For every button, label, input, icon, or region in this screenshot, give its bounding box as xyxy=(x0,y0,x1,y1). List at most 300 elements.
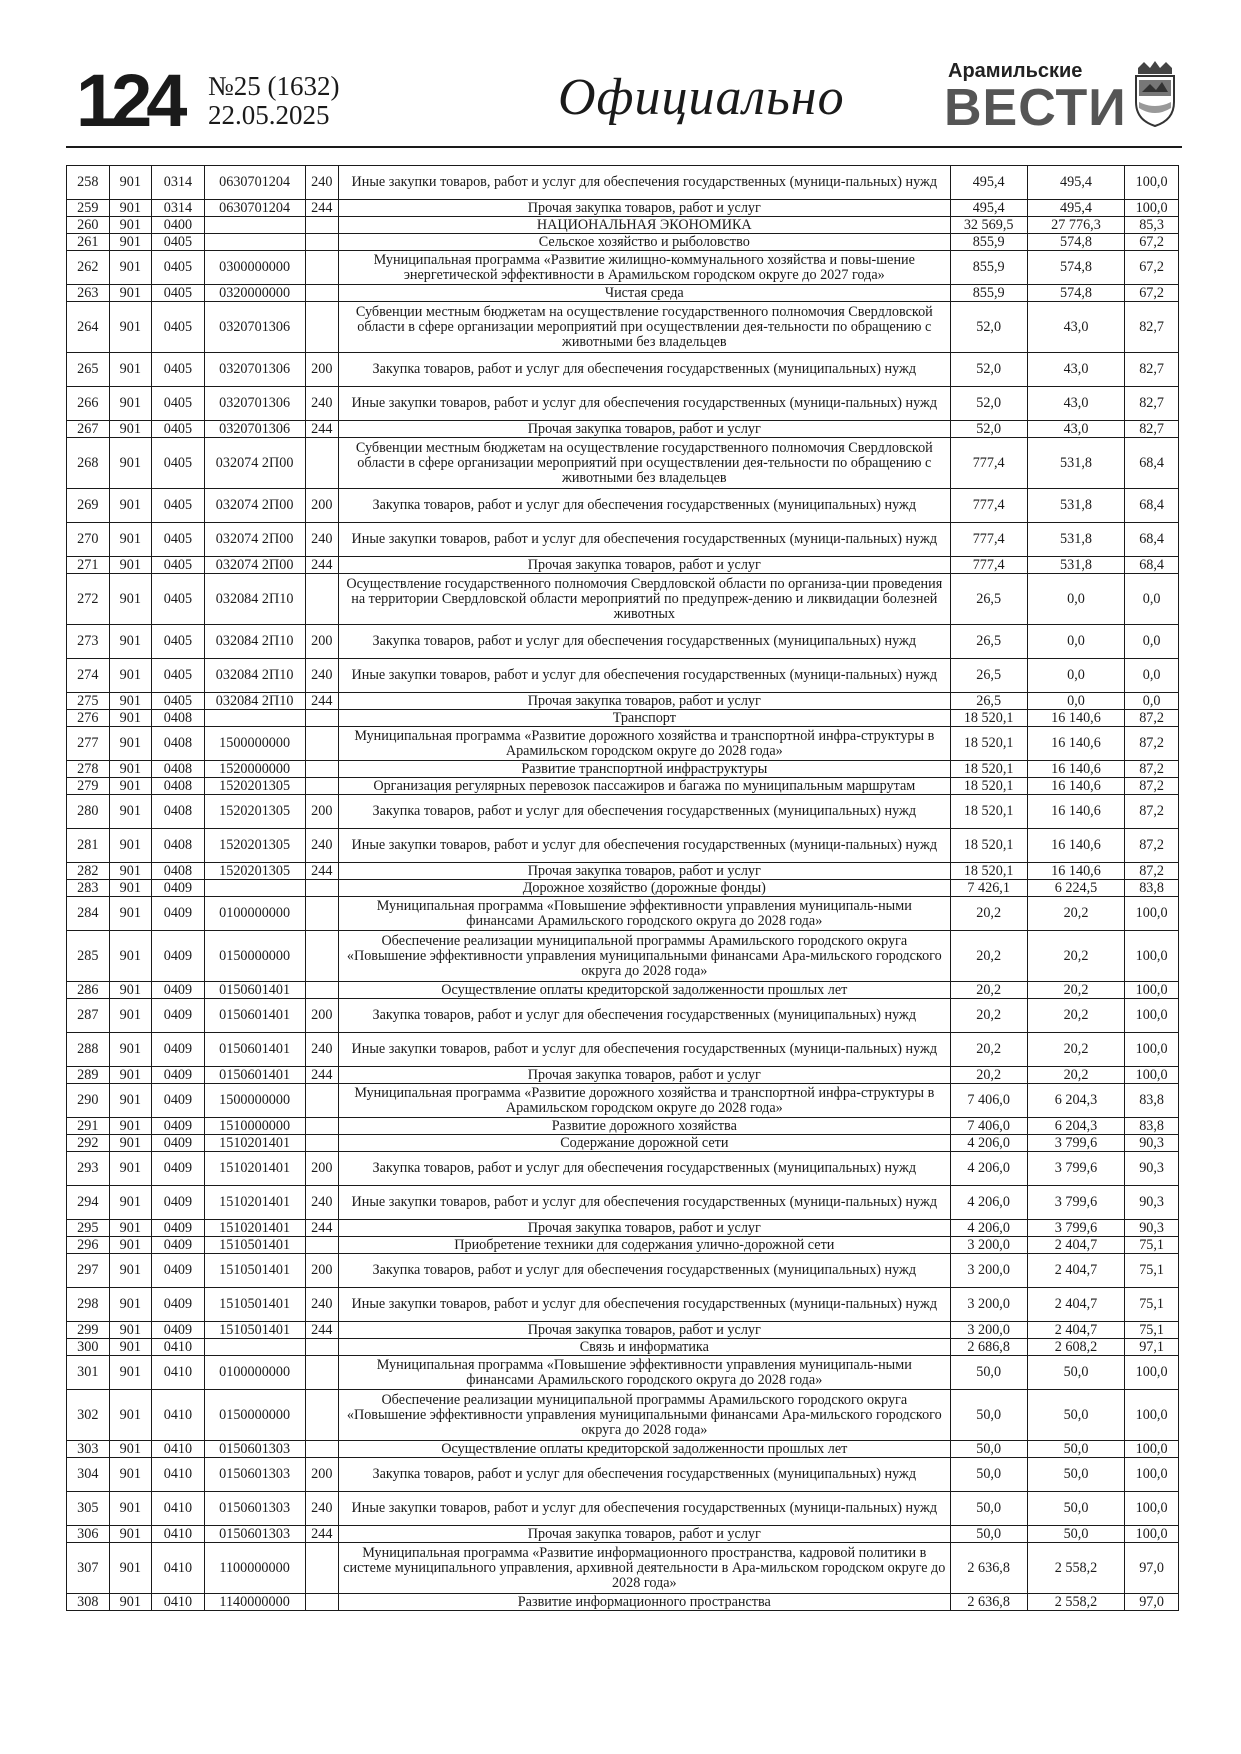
cell-name: Закупка товаров, работ и услуг для обеспечения государственных (муниципальных) нужд xyxy=(339,795,950,829)
cell-name: Муниципальная программа «Повышение эффективности управления муниципаль-ными финансами Арамильского городского округа до 2028 года» xyxy=(339,897,950,931)
cell-exp_type xyxy=(305,1084,339,1118)
cell-num: 262 xyxy=(67,251,110,285)
cell-percent: 97,0 xyxy=(1125,1543,1179,1594)
cell-actual: 50,0 xyxy=(1027,1441,1124,1458)
cell-percent: 68,4 xyxy=(1125,489,1179,523)
table-row xyxy=(67,1118,1179,1135)
cell-num: 302 xyxy=(67,1390,110,1441)
cell-percent: 97,1 xyxy=(1125,1339,1179,1356)
cell-target: 0150601303 xyxy=(204,1441,305,1458)
cell-percent: 68,4 xyxy=(1125,438,1179,489)
cell-section: 0408 xyxy=(152,829,205,863)
cell-plan: 26,5 xyxy=(950,574,1027,625)
cell-target: 1520201305 xyxy=(204,829,305,863)
cell-num: 283 xyxy=(67,880,110,897)
cell-target: 1520201305 xyxy=(204,778,305,795)
cell-percent: 87,2 xyxy=(1125,863,1179,880)
cell-section: 0405 xyxy=(152,251,205,285)
cell-num: 278 xyxy=(67,761,110,778)
cell-plan: 3 200,0 xyxy=(950,1254,1027,1288)
cell-name: Закупка товаров, работ и услуг для обеспечения государственных (муниципальных) нужд xyxy=(339,489,950,523)
cell-exp_type: 240 xyxy=(305,1492,339,1526)
cell-plan: 4 206,0 xyxy=(950,1135,1027,1152)
cell-org: 901 xyxy=(109,1594,152,1611)
cell-exp_type: 240 xyxy=(305,829,339,863)
budget-table-container xyxy=(66,165,1179,1611)
cell-org: 901 xyxy=(109,1220,152,1237)
cell-actual: 3 799,6 xyxy=(1027,1152,1124,1186)
cell-target: 0100000000 xyxy=(204,897,305,931)
cell-exp_type xyxy=(305,897,339,931)
cell-percent: 100,0 xyxy=(1125,1441,1179,1458)
table-row xyxy=(67,1152,1179,1186)
cell-name: Муниципальная программа «Развитие информационного пространства, кадровой политики в системе муниципального управления, архивной деятельности в Ара-мильском городском округе до 2028 года» xyxy=(339,1543,950,1594)
cell-percent: 100,0 xyxy=(1125,1458,1179,1492)
cell-exp_type: 244 xyxy=(305,1526,339,1543)
cell-num: 258 xyxy=(67,166,110,200)
table-row xyxy=(67,523,1179,557)
table-row xyxy=(67,710,1179,727)
cell-num: 295 xyxy=(67,1220,110,1237)
cell-target: 0320701306 xyxy=(204,302,305,353)
cell-exp_type: 244 xyxy=(305,421,339,438)
cell-percent: 90,3 xyxy=(1125,1135,1179,1152)
cell-num: 285 xyxy=(67,931,110,982)
cell-org: 901 xyxy=(109,1118,152,1135)
cell-target: 032084 2П10 xyxy=(204,693,305,710)
cell-actual: 20,2 xyxy=(1027,1067,1124,1084)
cell-num: 288 xyxy=(67,1033,110,1067)
cell-percent: 67,2 xyxy=(1125,285,1179,302)
cell-org: 901 xyxy=(109,234,152,251)
cell-num: 293 xyxy=(67,1152,110,1186)
cell-section: 0409 xyxy=(152,1135,205,1152)
cell-target: 1500000000 xyxy=(204,727,305,761)
issue-info xyxy=(208,72,340,130)
cell-percent: 87,2 xyxy=(1125,795,1179,829)
cell-num: 263 xyxy=(67,285,110,302)
cell-actual: 43,0 xyxy=(1027,302,1124,353)
cell-target: 0320701306 xyxy=(204,421,305,438)
cell-target: 032084 2П10 xyxy=(204,625,305,659)
cell-org: 901 xyxy=(109,761,152,778)
cell-org: 901 xyxy=(109,1356,152,1390)
cell-num: 270 xyxy=(67,523,110,557)
cell-actual: 531,8 xyxy=(1027,523,1124,557)
cell-actual: 43,0 xyxy=(1027,353,1124,387)
cell-percent: 87,2 xyxy=(1125,829,1179,863)
cell-actual: 531,8 xyxy=(1027,557,1124,574)
cell-percent: 0,0 xyxy=(1125,693,1179,710)
cell-percent: 100,0 xyxy=(1125,999,1179,1033)
cell-target: 0320701306 xyxy=(204,353,305,387)
cell-name: Иные закупки товаров, работ и услуг для обеспечения государственных (муници-пальных) нужд xyxy=(339,1288,950,1322)
cell-section: 0410 xyxy=(152,1339,205,1356)
cell-exp_type xyxy=(305,438,339,489)
cell-target: 032074 2П00 xyxy=(204,557,305,574)
cell-exp_type: 240 xyxy=(305,659,339,693)
cell-actual: 2 558,2 xyxy=(1027,1594,1124,1611)
cell-actual: 0,0 xyxy=(1027,574,1124,625)
cell-exp_type: 244 xyxy=(305,693,339,710)
cell-exp_type xyxy=(305,1135,339,1152)
cell-name: Прочая закупка товаров, работ и услуг xyxy=(339,863,950,880)
cell-actual: 3 799,6 xyxy=(1027,1220,1124,1237)
cell-percent: 100,0 xyxy=(1125,897,1179,931)
cell-percent: 68,4 xyxy=(1125,557,1179,574)
cell-section: 0409 xyxy=(152,1067,205,1084)
table-row xyxy=(67,1441,1179,1458)
cell-name: Прочая закупка товаров, работ и услуг xyxy=(339,1067,950,1084)
cell-target: 0150601401 xyxy=(204,1067,305,1084)
cell-actual: 2 608,2 xyxy=(1027,1339,1124,1356)
cell-percent: 87,2 xyxy=(1125,761,1179,778)
cell-section: 0409 xyxy=(152,1118,205,1135)
cell-percent: 67,2 xyxy=(1125,251,1179,285)
table-row xyxy=(67,761,1179,778)
cell-actual: 574,8 xyxy=(1027,234,1124,251)
cell-num: 289 xyxy=(67,1067,110,1084)
cell-target: 032074 2П00 xyxy=(204,523,305,557)
cell-actual: 2 404,7 xyxy=(1027,1254,1124,1288)
table-row xyxy=(67,982,1179,999)
cell-target: 0150601401 xyxy=(204,982,305,999)
budget-execution-table xyxy=(66,165,1179,1611)
cell-percent: 82,7 xyxy=(1125,353,1179,387)
cell-plan: 50,0 xyxy=(950,1492,1027,1526)
cell-name: Обеспечение реализации муниципальной программы Арамильского городского округа «Повышение эффективности управления муниципальными финансами Ара-мильского городского округа до 2028 года» xyxy=(339,931,950,982)
cell-actual: 574,8 xyxy=(1027,251,1124,285)
cell-name: Иные закупки товаров, работ и услуг для обеспечения государственных (муници-пальных) нужд xyxy=(339,1186,950,1220)
cell-actual: 3 799,6 xyxy=(1027,1186,1124,1220)
cell-num: 277 xyxy=(67,727,110,761)
table-row xyxy=(67,829,1179,863)
cell-percent: 82,7 xyxy=(1125,387,1179,421)
cell-actual: 2 404,7 xyxy=(1027,1322,1124,1339)
cell-name: Иные закупки товаров, работ и услуг для обеспечения государственных (муници-пальных) нужд xyxy=(339,1492,950,1526)
cell-percent: 100,0 xyxy=(1125,1356,1179,1390)
cell-section: 0405 xyxy=(152,625,205,659)
cell-percent: 87,2 xyxy=(1125,778,1179,795)
cell-plan: 4 206,0 xyxy=(950,1186,1027,1220)
cell-exp_type: 200 xyxy=(305,1254,339,1288)
cell-num: 299 xyxy=(67,1322,110,1339)
cell-name: Прочая закупка товаров, работ и услуг xyxy=(339,1220,950,1237)
cell-actual: 574,8 xyxy=(1027,285,1124,302)
cell-actual: 50,0 xyxy=(1027,1390,1124,1441)
cell-plan: 3 200,0 xyxy=(950,1288,1027,1322)
cell-section: 0410 xyxy=(152,1594,205,1611)
cell-plan: 855,9 xyxy=(950,285,1027,302)
cell-exp_type xyxy=(305,302,339,353)
cell-section: 0405 xyxy=(152,659,205,693)
table-row xyxy=(67,1526,1179,1543)
table-row xyxy=(67,727,1179,761)
cell-plan: 50,0 xyxy=(950,1441,1027,1458)
cell-target: 032074 2П00 xyxy=(204,489,305,523)
cell-section: 0314 xyxy=(152,166,205,200)
cell-target: 032074 2П00 xyxy=(204,438,305,489)
cell-target xyxy=(204,1339,305,1356)
cell-num: 303 xyxy=(67,1441,110,1458)
cell-percent: 100,0 xyxy=(1125,982,1179,999)
cell-actual: 6 204,3 xyxy=(1027,1118,1124,1135)
cell-org: 901 xyxy=(109,727,152,761)
cell-num: 260 xyxy=(67,217,110,234)
table-row xyxy=(67,625,1179,659)
cell-org: 901 xyxy=(109,1441,152,1458)
cell-target: 0150601303 xyxy=(204,1492,305,1526)
cell-section: 0409 xyxy=(152,1033,205,1067)
cell-target: 0630701204 xyxy=(204,200,305,217)
cell-exp_type: 200 xyxy=(305,795,339,829)
cell-section: 0405 xyxy=(152,302,205,353)
table-row xyxy=(67,1067,1179,1084)
cell-org: 901 xyxy=(109,1237,152,1254)
cell-plan: 52,0 xyxy=(950,421,1027,438)
table-row xyxy=(67,217,1179,234)
cell-target: 1100000000 xyxy=(204,1543,305,1594)
cell-plan: 3 200,0 xyxy=(950,1237,1027,1254)
cell-name: Муниципальная программа «Развитие дорожного хозяйства и транспортной инфра-структуры в Арамильском городском округе до 2028 года» xyxy=(339,1084,950,1118)
cell-exp_type xyxy=(305,574,339,625)
header-divider xyxy=(66,146,1182,148)
cell-actual: 27 776,3 xyxy=(1027,217,1124,234)
cell-num: 261 xyxy=(67,234,110,251)
issue-date: 22.05.2025 xyxy=(208,100,330,130)
cell-exp_type: 200 xyxy=(305,489,339,523)
cell-name: Закупка товаров, работ и услуг для обеспечения государственных (муниципальных) нужд xyxy=(339,999,950,1033)
cell-num: 265 xyxy=(67,353,110,387)
cell-target: 1500000000 xyxy=(204,1084,305,1118)
cell-section: 0405 xyxy=(152,574,205,625)
cell-percent: 90,3 xyxy=(1125,1152,1179,1186)
cell-plan: 26,5 xyxy=(950,693,1027,710)
table-row xyxy=(67,1237,1179,1254)
cell-target: 0300000000 xyxy=(204,251,305,285)
cell-exp_type xyxy=(305,931,339,982)
cell-exp_type xyxy=(305,251,339,285)
cell-section: 0405 xyxy=(152,557,205,574)
cell-exp_type xyxy=(305,880,339,897)
table-row xyxy=(67,1220,1179,1237)
cell-percent: 82,7 xyxy=(1125,302,1179,353)
table-row xyxy=(67,880,1179,897)
table-row xyxy=(67,574,1179,625)
cell-num: 286 xyxy=(67,982,110,999)
cell-exp_type xyxy=(305,778,339,795)
cell-plan: 855,9 xyxy=(950,234,1027,251)
cell-org: 901 xyxy=(109,1458,152,1492)
cell-name: Организация регулярных перевозок пассажиров и багажа по муниципальным маршрутам xyxy=(339,778,950,795)
logo-main-text: ВЕСТИ xyxy=(944,79,1127,137)
cell-name: Прочая закупка товаров, работ и услуг xyxy=(339,1322,950,1339)
table-row xyxy=(67,1356,1179,1390)
cell-plan: 4 206,0 xyxy=(950,1220,1027,1237)
cell-actual: 0,0 xyxy=(1027,659,1124,693)
cell-name: Развитие информационного пространства xyxy=(339,1594,950,1611)
cell-org: 901 xyxy=(109,897,152,931)
cell-percent: 87,2 xyxy=(1125,710,1179,727)
cell-name: Сельское хозяйство и рыболовство xyxy=(339,234,950,251)
cell-actual: 20,2 xyxy=(1027,931,1124,982)
cell-actual: 16 140,6 xyxy=(1027,710,1124,727)
cell-name: Содержание дорожной сети xyxy=(339,1135,950,1152)
cell-org: 901 xyxy=(109,217,152,234)
cell-actual: 495,4 xyxy=(1027,166,1124,200)
cell-exp_type: 240 xyxy=(305,1288,339,1322)
cell-section: 0409 xyxy=(152,1288,205,1322)
table-row xyxy=(67,1135,1179,1152)
cell-plan: 20,2 xyxy=(950,931,1027,982)
cell-num: 267 xyxy=(67,421,110,438)
cell-name: Иные закупки товаров, работ и услуг для обеспечения государственных (муници-пальных) нужд xyxy=(339,166,950,200)
table-row xyxy=(67,1543,1179,1594)
cell-section: 0405 xyxy=(152,438,205,489)
cell-exp_type: 244 xyxy=(305,1067,339,1084)
cell-section: 0409 xyxy=(152,897,205,931)
cell-section: 0408 xyxy=(152,710,205,727)
cell-percent: 100,0 xyxy=(1125,1526,1179,1543)
table-row xyxy=(67,234,1179,251)
cell-section: 0409 xyxy=(152,982,205,999)
cell-name: Закупка товаров, работ и услуг для обеспечения государственных (муниципальных) нужд xyxy=(339,1458,950,1492)
cell-section: 0410 xyxy=(152,1492,205,1526)
cell-org: 901 xyxy=(109,421,152,438)
cell-exp_type: 240 xyxy=(305,523,339,557)
cell-percent: 68,4 xyxy=(1125,523,1179,557)
issue-number: №25 (1632) xyxy=(208,71,340,101)
cell-percent: 75,1 xyxy=(1125,1237,1179,1254)
cell-num: 294 xyxy=(67,1186,110,1220)
cell-num: 280 xyxy=(67,795,110,829)
cell-section: 0409 xyxy=(152,1084,205,1118)
cell-section: 0409 xyxy=(152,1254,205,1288)
cell-name: Осуществление оплаты кредиторской задолженности прошлых лет xyxy=(339,982,950,999)
cell-org: 901 xyxy=(109,285,152,302)
cell-actual: 50,0 xyxy=(1027,1356,1124,1390)
cell-target: 0150000000 xyxy=(204,931,305,982)
cell-name: Дорожное хозяйство (дорожные фонды) xyxy=(339,880,950,897)
cell-target: 1140000000 xyxy=(204,1594,305,1611)
cell-actual: 16 140,6 xyxy=(1027,761,1124,778)
table-row xyxy=(67,200,1179,217)
cell-name: Иные закупки товаров, работ и услуг для обеспечения государственных (муници-пальных) нужд xyxy=(339,387,950,421)
cell-section: 0409 xyxy=(152,999,205,1033)
cell-num: 259 xyxy=(67,200,110,217)
cell-org: 901 xyxy=(109,1339,152,1356)
cell-target: 0320701306 xyxy=(204,387,305,421)
cell-target: 1520201305 xyxy=(204,795,305,829)
cell-org: 901 xyxy=(109,1390,152,1441)
cell-actual: 0,0 xyxy=(1027,693,1124,710)
cell-org: 901 xyxy=(109,557,152,574)
cell-org: 901 xyxy=(109,1254,152,1288)
cell-org: 901 xyxy=(109,863,152,880)
cell-num: 264 xyxy=(67,302,110,353)
table-row xyxy=(67,1458,1179,1492)
cell-percent: 100,0 xyxy=(1125,1067,1179,1084)
cell-section: 0409 xyxy=(152,1322,205,1339)
cell-name: Муниципальная программа «Развитие дорожного хозяйства и транспортной инфра-структуры в Арамильском городском округе до 2028 года» xyxy=(339,727,950,761)
cell-percent: 75,1 xyxy=(1125,1254,1179,1288)
cell-plan: 50,0 xyxy=(950,1526,1027,1543)
cell-target: 0100000000 xyxy=(204,1356,305,1390)
cell-percent: 75,1 xyxy=(1125,1288,1179,1322)
cell-actual: 531,8 xyxy=(1027,438,1124,489)
table-row xyxy=(67,353,1179,387)
cell-name: Иные закупки товаров, работ и услуг для обеспечения государственных (муници-пальных) нужд xyxy=(339,1033,950,1067)
cell-org: 901 xyxy=(109,200,152,217)
cell-name: Связь и информатика xyxy=(339,1339,950,1356)
cell-plan: 20,2 xyxy=(950,897,1027,931)
cell-plan: 20,2 xyxy=(950,1067,1027,1084)
page-number: 124 xyxy=(76,59,182,142)
cell-exp_type xyxy=(305,1356,339,1390)
cell-section: 0410 xyxy=(152,1543,205,1594)
cell-name: Закупка товаров, работ и услуг для обеспечения государственных (муниципальных) нужд xyxy=(339,353,950,387)
cell-name: Приобретение техники для содержания улично-дорожной сети xyxy=(339,1237,950,1254)
cell-name: Закупка товаров, работ и услуг для обеспечения государственных (муниципальных) нужд xyxy=(339,1254,950,1288)
cell-section: 0409 xyxy=(152,880,205,897)
cell-target: 0150601401 xyxy=(204,999,305,1033)
cell-actual: 50,0 xyxy=(1027,1458,1124,1492)
cell-num: 300 xyxy=(67,1339,110,1356)
cell-percent: 100,0 xyxy=(1125,166,1179,200)
cell-num: 268 xyxy=(67,438,110,489)
cell-org: 901 xyxy=(109,693,152,710)
cell-name: Муниципальная программа «Повышение эффективности управления муниципаль-ными финансами Арамильского городского округа до 2028 года» xyxy=(339,1356,950,1390)
cell-percent: 100,0 xyxy=(1125,200,1179,217)
cell-actual: 6 204,3 xyxy=(1027,1084,1124,1118)
cell-num: 307 xyxy=(67,1543,110,1594)
cell-org: 901 xyxy=(109,829,152,863)
cell-num: 291 xyxy=(67,1118,110,1135)
cell-name: Муниципальная программа «Развитие жилищно-коммунального хозяйства и повы-шение энергетической эффективности в Арамильском городском округе до 2027 года» xyxy=(339,251,950,285)
cell-plan: 50,0 xyxy=(950,1356,1027,1390)
cell-plan: 18 520,1 xyxy=(950,778,1027,795)
cell-num: 284 xyxy=(67,897,110,931)
cell-org: 901 xyxy=(109,1492,152,1526)
cell-actual: 20,2 xyxy=(1027,897,1124,931)
cell-num: 304 xyxy=(67,1458,110,1492)
cell-exp_type xyxy=(305,1390,339,1441)
cell-org: 901 xyxy=(109,625,152,659)
cell-plan: 18 520,1 xyxy=(950,761,1027,778)
table-row xyxy=(67,1254,1179,1288)
cell-percent: 75,1 xyxy=(1125,1322,1179,1339)
cell-percent: 0,0 xyxy=(1125,625,1179,659)
cell-num: 287 xyxy=(67,999,110,1033)
cell-org: 901 xyxy=(109,1526,152,1543)
cell-exp_type: 200 xyxy=(305,353,339,387)
cell-org: 901 xyxy=(109,574,152,625)
cell-name: Прочая закупка товаров, работ и услуг xyxy=(339,693,950,710)
cell-percent: 100,0 xyxy=(1125,1492,1179,1526)
cell-num: 273 xyxy=(67,625,110,659)
cell-target: 0150601303 xyxy=(204,1526,305,1543)
cell-org: 901 xyxy=(109,523,152,557)
table-row xyxy=(67,251,1179,285)
cell-num: 306 xyxy=(67,1526,110,1543)
cell-section: 0405 xyxy=(152,285,205,302)
cell-num: 290 xyxy=(67,1084,110,1118)
cell-org: 901 xyxy=(109,982,152,999)
cell-plan: 32 569,5 xyxy=(950,217,1027,234)
cell-org: 901 xyxy=(109,1152,152,1186)
cell-exp_type: 200 xyxy=(305,625,339,659)
cell-section: 0410 xyxy=(152,1458,205,1492)
